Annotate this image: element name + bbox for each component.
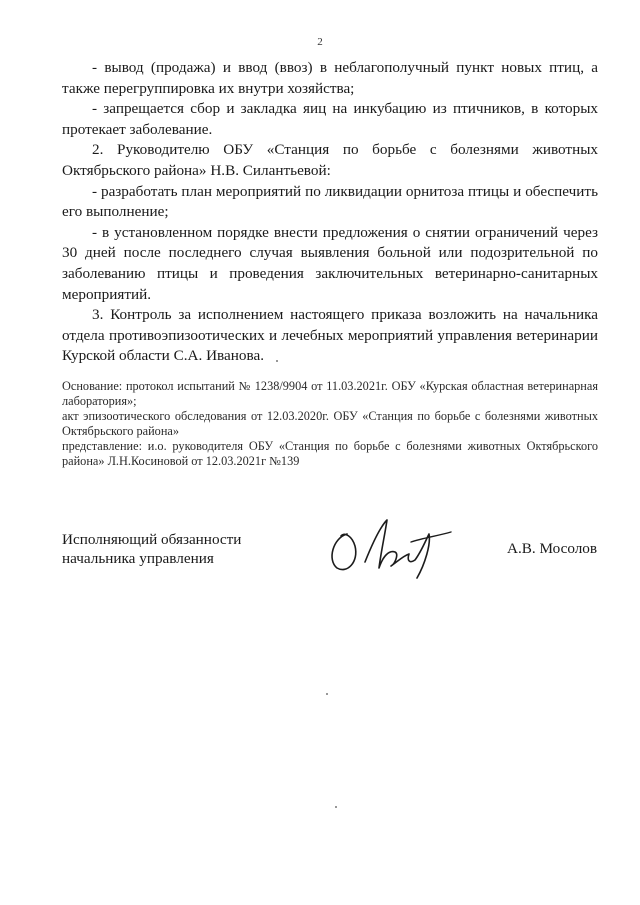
signatory-title bbox=[62, 530, 302, 568]
paragraph-item-3: 3. Контроль за исполнением настоящего приказа возложить на начальника отдела противоэпизоотических и лечебных мероприятий управления ветеринарии Курской области С.А. Иванова. bbox=[62, 306, 598, 365]
basis-protocol: Основание: протокол испытаний № 1238/9904 от 11.03.2021г. ОБУ «Курская областная ветеринарная лаборатория»; bbox=[62, 379, 598, 408]
scan-speck bbox=[326, 693, 328, 695]
scan-speck bbox=[335, 806, 337, 808]
order-body bbox=[62, 58, 598, 367]
handwritten-signature bbox=[325, 512, 455, 582]
signatory-title-line-2: начальника управления bbox=[62, 550, 214, 567]
signer-name: А.В. Мосолов bbox=[507, 540, 598, 557]
page-number: 2 bbox=[317, 36, 323, 48]
basis-act: акт эпизоотического обследования от 12.03.2020г. ОБУ «Станция по борьбе с болезнями животных Октябрьского района» bbox=[62, 409, 598, 438]
basis-submission: представление: и.о. руководителя ОБУ «Станция по борьбе с болезнями животных Октябрьского района» Л.Н.Косиновой от 12.03.2021г №139 bbox=[62, 439, 598, 468]
signatory-title-line-1: Исполняющий обязанности bbox=[62, 531, 242, 548]
basis-section bbox=[62, 379, 598, 470]
scan-speck bbox=[276, 360, 278, 362]
paragraph-item-2: 2. Руководителю ОБУ «Станция по борьбе с болезнями животных Октябрьского района» Н.В. Силантьевой: bbox=[62, 141, 598, 179]
paragraph-lift-restrictions: - в установленном порядке внести предложения о снятии ограничений через 30 дней после последнего случая выявления больной или подозрительной по заболеванию птицы и проведения заключительных ветеринарно-санитарных мероприятий. bbox=[62, 223, 598, 303]
paragraph-egg-collection-ban: - запрещается сбор и закладка яиц на инкубацию из птичников, в которых протекает заболевание. bbox=[62, 100, 598, 138]
paragraph-action-plan: - разработать план мероприятий по ликвидации орнитоза птицы и обеспечить его выполнение; bbox=[62, 182, 598, 221]
paragraph-relocation-ban: - вывод (продажа) и ввод (ввоз) в неблагополучный пункт новых птиц, а также перегруппировка их внутри хозяйства; bbox=[62, 59, 598, 97]
